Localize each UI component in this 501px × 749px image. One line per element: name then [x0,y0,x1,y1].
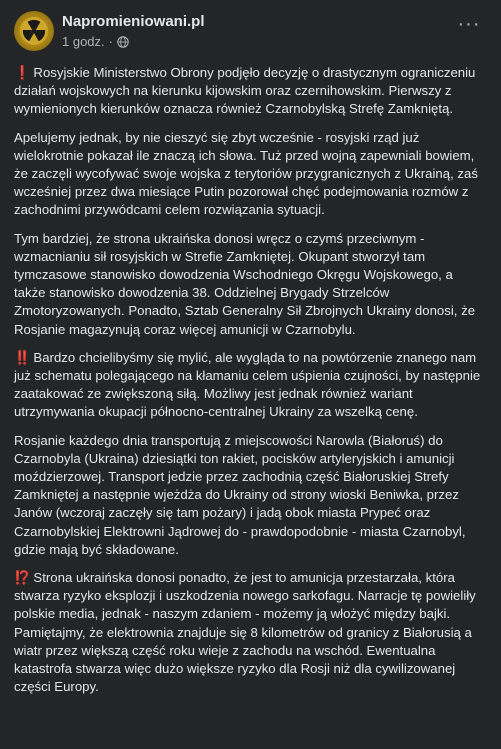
paragraph-text: Rosjanie każdego dnia transportują z miejscowości Narowla (Białoruś) do Czarnobyla (Ukraina) dziesiątki ton rakiet, pocisków artyleryjskich i amunicji moździerzowej. Transport jedzie przez zachodnią część Białoruskiej Strefy Zamkniętej a następnie wjeżdża do Ukrainy od strony wioski Beniwka, przez Janów (wczoraj zaczęły się tam pożary) i jadą obok miasta Prypeć oraz Czarnobylskiej Elektrowni Jądrowej do - prawdopodobnie - miasta Czarnobyl, gdzie mają być składowane. [14,432,466,557]
paragraph-text: Tym bardziej, że strona ukraińska donosi wręcz o czymś przeciwnym - wzmacnianiu sił rosyjskich w Strefie Zamkniętej. Okupant stworzył tam tymczasowe stanowisko dowodzenia Wschodniego Okręgu Wojskowego, a także stanowisko dowodzenia 38. Oddzielnej Brygady Strzelców Zmotoryzowanych. Ponadto, Sztab Generalny Sił Zbrojnych Ukrainy donosi, że Rosjanie magazynują coraz więcej amunicji w Czarnobylu. [14,230,476,337]
page-name-link[interactable]: Napromieniowani.pl [62,13,205,30]
more-icon[interactable]: ··· [457,13,481,35]
double-exclamation-icon: ‼️ [14,349,29,365]
post-paragraph [14,64,489,119]
interrobang-icon: ⁉️ [14,570,29,586]
paragraph-text: Strona ukraińska donosi ponadto, że jest to amunicja przestarzała, która stwarza ryzyko eksplozji i uszkodzenia nowego sarkofagu. Narracje tę powieliły polskie media, jednak - naszym zdaniem - możemy ją włożyć między bajki. Pamiętajmy, że elektrownia znajduje się 8 kilometrów od granicy z Białorusią a wiatr przez większą część roku wieje z zachodu na wschód. Ewentualna katastrofa stwarza więc dużo większe ryzyko dla Rosji niż dla cywilizowanej części Europy. [14,570,476,695]
paragraph-text: Apelujemy jednak, by nie cieszyć się zbyt wcześnie - rosyjski rząd już wielokrotnie pokazał ile znaczą ich słowa. Tuż przed wojną zapewniali bowiem, że zaczęli wycofywać swoje wojska z terytoriów przygranicznych z Ukrainą, zaś wcześniej przez dwa miesiące Putin pozorował chęć podejmowania rozmów z zachodnimi przywódcami celem rozwiązania sytuacji. [14,129,478,218]
post-body [14,64,489,697]
post-timestamp[interactable]: 1 godz. [62,34,105,49]
globe-icon [117,36,129,48]
post-subline [62,33,205,50]
post-meta [62,12,205,50]
paragraph-text: Rosyjskie Ministerstwo Obrony podjęło decyzję o drastycznym ograniczeniu działań wojskowych na kierunku kijowskim oraz czernihowskim. Pierwszy z wymienionych kierunków oznacza również Czarnobylską Strefę Zamkniętą. [14,65,476,117]
separator-dot: · [108,34,113,49]
exclamation-icon: ❗ [14,65,31,80]
post-paragraph [14,230,489,339]
post-paragraph [14,349,489,422]
page-avatar[interactable] [14,11,54,51]
post-paragraph [14,129,489,220]
paragraph-text: Bardzo chcielibyśmy się mylić, ale wygląda to na powtórzenie znanego nam już schematu polegającego na kłamaniu celem uśpienia czujności, by następnie zaatakować ze zwiększoną siłą. Możliwy jest jednak również wariant utrzymywania okupacji północno-centralnej Ukrainy za wszelką cenę. [14,349,481,420]
post-header [14,10,489,52]
post-paragraph [14,432,489,559]
radiation-icon [19,16,49,46]
post-paragraph [14,569,489,696]
